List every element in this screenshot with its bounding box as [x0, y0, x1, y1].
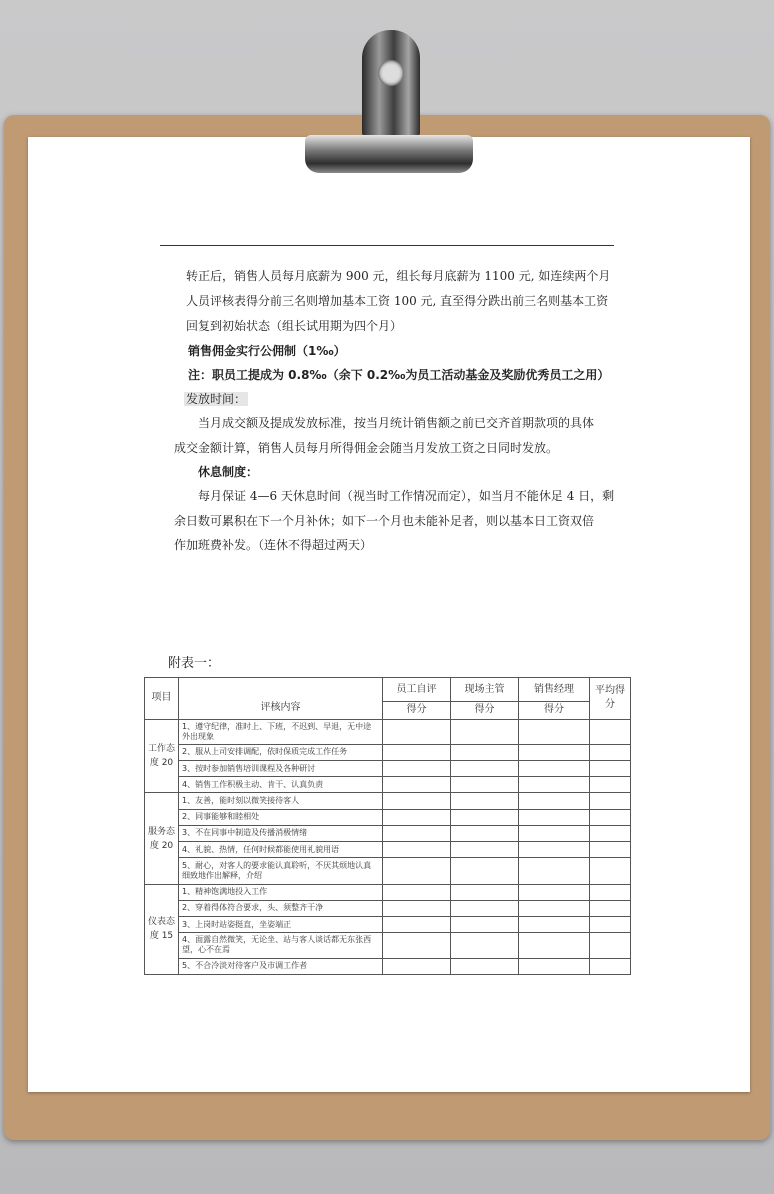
- table-row: 3、不在同事中制造及传播消极情绪: [179, 825, 383, 841]
- score-cell[interactable]: [590, 761, 631, 777]
- header-self-eval: 员工自评: [383, 678, 451, 702]
- para1-line3: 回复到初始状态（组长试用期为四个月）: [186, 319, 403, 333]
- score-cell[interactable]: [590, 900, 631, 916]
- score-cell[interactable]: [451, 744, 519, 760]
- score-cell[interactable]: [519, 884, 590, 900]
- score-cell[interactable]: [451, 884, 519, 900]
- table-row: 4、礼貌、热情，任何时候都能使用礼貌用语: [179, 842, 383, 858]
- header-score-manager: 得分: [519, 702, 590, 719]
- score-cell[interactable]: [451, 777, 519, 793]
- score-cell[interactable]: [590, 719, 631, 744]
- table-row: 5、不合冷淡对待客户及市调工作者: [179, 958, 383, 974]
- score-cell[interactable]: [590, 809, 631, 825]
- score-cell[interactable]: [590, 917, 631, 933]
- header-score-self: 得分: [383, 702, 451, 719]
- score-cell[interactable]: [519, 777, 590, 793]
- score-cell[interactable]: [383, 933, 451, 958]
- table-row: 3、上岗时站姿挺直，坐姿端正: [179, 917, 383, 933]
- score-cell[interactable]: [383, 958, 451, 974]
- header-manager: 销售经理: [519, 678, 590, 702]
- para2-line2: 成交金额计算，销售人员每月所得佣金会随当月发放工资之日同时发放。: [174, 441, 559, 455]
- score-cell[interactable]: [451, 809, 519, 825]
- score-cell[interactable]: [519, 809, 590, 825]
- score-cell[interactable]: [519, 900, 590, 916]
- score-cell[interactable]: [590, 777, 631, 793]
- score-cell[interactable]: [383, 884, 451, 900]
- score-cell[interactable]: [519, 858, 590, 884]
- appendix-title: 附表一：: [168, 656, 221, 671]
- header-project: 项目: [145, 678, 179, 720]
- para3-line1: 每月保证 4—6 天休息时间（视当时工作情况而定），如当月不能休足 4 日，剩: [198, 489, 615, 503]
- score-cell[interactable]: [451, 825, 519, 841]
- score-cell[interactable]: [519, 744, 590, 760]
- category-work-attitude: 工作态度 20: [145, 719, 179, 793]
- rest-policy-heading: 休息制度：: [198, 465, 259, 479]
- score-cell[interactable]: [383, 900, 451, 916]
- table-row: 4、销售工作积极主动、肯干、认真负责: [179, 777, 383, 793]
- score-cell[interactable]: [451, 933, 519, 958]
- para3-line2: 余日数可累积在下一个月补休；如下一个月也未能补足者，则以基本日工资双倍: [174, 514, 595, 528]
- score-cell[interactable]: [383, 842, 451, 858]
- table-row: 2、同事能够和睦相处: [179, 809, 383, 825]
- commission-note: 注：职员工提成为 0.8‰（余下 0.2‰为员工活动基金及奖励优秀员工之用）: [188, 368, 610, 382]
- score-cell[interactable]: [451, 761, 519, 777]
- score-cell[interactable]: [383, 761, 451, 777]
- score-cell[interactable]: [383, 744, 451, 760]
- score-cell[interactable]: [590, 884, 631, 900]
- score-cell[interactable]: [590, 793, 631, 809]
- table-row: 3、按时参加销售培训课程及各种研讨: [179, 761, 383, 777]
- header-content: 评核内容: [179, 678, 383, 720]
- table-row: 2、服从上司安排调配，依时保质完成工作任务: [179, 744, 383, 760]
- score-cell[interactable]: [383, 809, 451, 825]
- score-cell[interactable]: [451, 917, 519, 933]
- score-cell[interactable]: [590, 958, 631, 974]
- score-cell[interactable]: [519, 842, 590, 858]
- binder-clip-icon: [297, 20, 477, 180]
- table-row: 5、耐心，对客人的要求能认真聆听，不厌其烦地认真细致地作出解释，介绍: [179, 858, 383, 884]
- score-cell[interactable]: [590, 933, 631, 958]
- category-service-attitude: 服务态度 20: [145, 793, 179, 884]
- score-cell[interactable]: [519, 917, 590, 933]
- para1-line2: 人员评核表得分前三名则增加基本工资 100 元, 直至得分跌出前三名则基本工资: [186, 294, 609, 308]
- evaluation-table: [144, 677, 631, 975]
- score-cell[interactable]: [451, 958, 519, 974]
- score-cell[interactable]: [590, 842, 631, 858]
- para3-line3: 作加班费补发。（连休不得超过两天）: [174, 538, 373, 552]
- category-appearance: 仪表态度 15: [145, 884, 179, 974]
- table-row: 4、面露自然微笑，无论坐、站与客人谈话都无东张西望，心不在焉: [179, 933, 383, 958]
- score-cell[interactable]: [383, 917, 451, 933]
- score-cell[interactable]: [451, 858, 519, 884]
- table-row: 1、精神饱满地投入工作: [179, 884, 383, 900]
- header-score-supervisor: 得分: [451, 702, 519, 719]
- header-average: 平均得分: [590, 678, 631, 720]
- score-cell[interactable]: [383, 858, 451, 884]
- score-cell[interactable]: [383, 719, 451, 744]
- score-cell[interactable]: [383, 825, 451, 841]
- header-supervisor: 现场主管: [451, 678, 519, 702]
- table-row: 1、遵守纪律，准时上、下班，不迟到、早退，无中途外出现象: [179, 719, 383, 744]
- score-cell[interactable]: [590, 825, 631, 841]
- score-cell[interactable]: [451, 900, 519, 916]
- score-cell[interactable]: [383, 777, 451, 793]
- score-cell[interactable]: [383, 793, 451, 809]
- score-cell[interactable]: [451, 793, 519, 809]
- table-row: 1、友善，能时刻以微笑接待客人: [179, 793, 383, 809]
- score-cell[interactable]: [590, 858, 631, 884]
- score-cell[interactable]: [519, 825, 590, 841]
- commission-heading: 销售佣金实行公佣制（1‰）: [188, 344, 346, 358]
- para1-line1: 转正后，销售人员每月底薪为 900 元，组长每月底薪为 1100 元, 如连续两个月: [186, 269, 611, 283]
- score-cell[interactable]: [519, 933, 590, 958]
- score-cell[interactable]: [519, 958, 590, 974]
- score-cell[interactable]: [590, 744, 631, 760]
- score-cell[interactable]: [519, 761, 590, 777]
- score-cell[interactable]: [519, 793, 590, 809]
- table-row: 2、穿着得体符合要求，头、须整齐干净: [179, 900, 383, 916]
- header-rule: [160, 245, 614, 246]
- score-cell[interactable]: [451, 842, 519, 858]
- score-cell[interactable]: [519, 719, 590, 744]
- payment-time-heading: 发放时间：: [186, 392, 247, 406]
- para2-line1: 当月成交额及提成发放标准，按当月统计销售额之前已交齐首期款项的具体: [198, 416, 595, 430]
- score-cell[interactable]: [451, 719, 519, 744]
